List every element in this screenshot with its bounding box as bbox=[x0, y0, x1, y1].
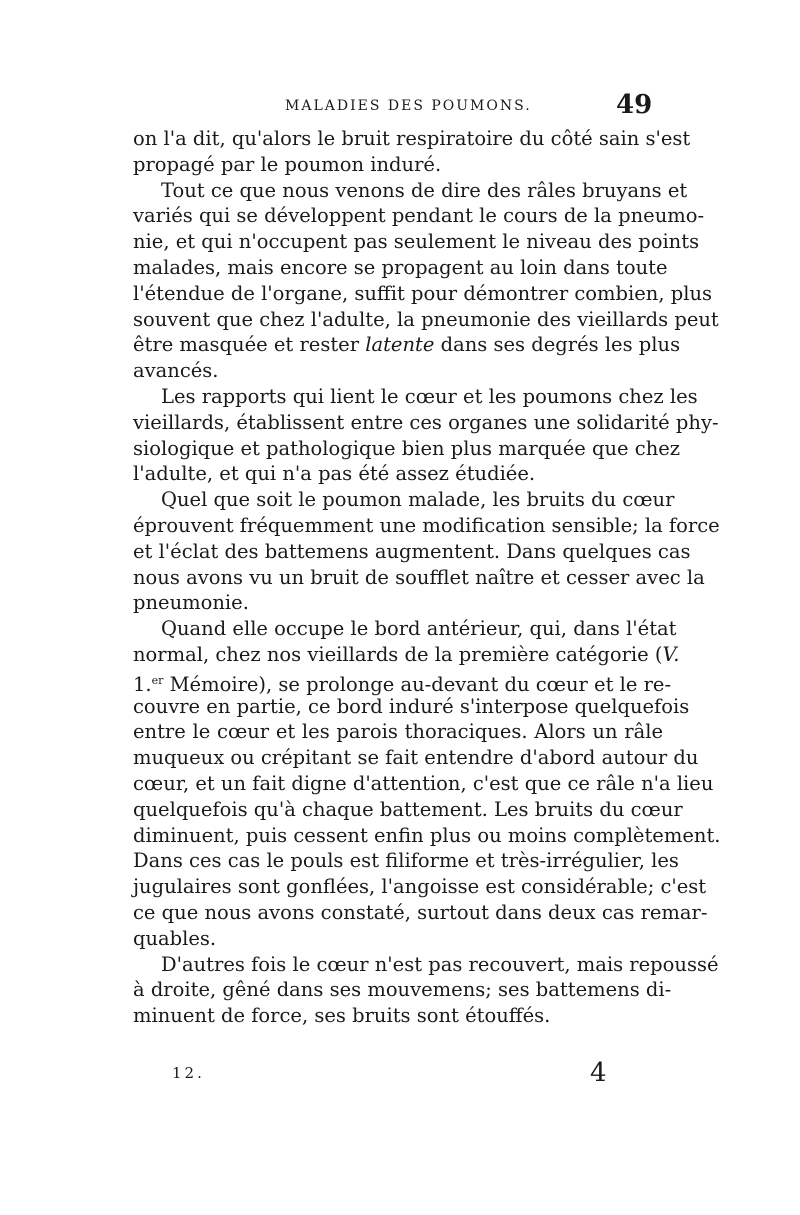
text-line: Tout ce que nous venons de dire des râles bruyans et bbox=[161, 178, 688, 202]
text-line: Quel que soit le poumon malade, les bruits du cœur bbox=[161, 488, 675, 512]
text-line: éprouvent fréquemment une modification sensible; la force bbox=[133, 513, 720, 537]
text-run: être masquée et rester bbox=[133, 333, 366, 357]
text-line-with-italic bbox=[133, 642, 680, 668]
text-run: dans ses degrés les plus bbox=[434, 333, 681, 357]
text-line: et l'éclat des battemens augmentent. Dans quelques cas bbox=[133, 539, 691, 563]
text-run: normal, chez nos vieillards de la première catégorie ( bbox=[133, 642, 663, 666]
superscript: er bbox=[151, 673, 164, 687]
text-line: entre le cœur et les parois thoraciques. Alors un râle bbox=[133, 720, 663, 744]
text-line: couvre en partie, ce bord induré s'interpose quelquefois bbox=[133, 694, 690, 718]
text-line: à droite, gêné dans ses mouvemens; ses battemens di- bbox=[133, 978, 672, 1002]
text-line: pneumonie. bbox=[133, 591, 249, 615]
text-line: nous avons vu un bruit de soufflet naître et cesser avec la bbox=[133, 565, 705, 589]
text-line: quables. bbox=[133, 926, 217, 950]
text-line: Quand elle occupe le bord antérieur, qui, dans l'état bbox=[161, 617, 677, 641]
gathering-mark: 4 bbox=[590, 1058, 607, 1088]
text-line-with-italic bbox=[133, 332, 681, 358]
text-line: jugulaires sont gonflées, l'angoisse est considérable; c'est bbox=[133, 875, 707, 899]
italic-term: latente bbox=[365, 333, 435, 357]
signature-mark: 12. bbox=[172, 1064, 205, 1082]
paragraph-1 bbox=[133, 126, 691, 178]
text-run: 1. bbox=[133, 672, 152, 696]
text-line: l'adulte, et qui n'a pas été assez étudiée. bbox=[133, 462, 536, 486]
paragraph-3 bbox=[133, 384, 719, 487]
text-line: avancés. bbox=[133, 359, 219, 383]
text-line: diminuent, puis cessent enfin plus ou moins complètement. bbox=[133, 823, 721, 847]
text-line: Les rapports qui lient le cœur et les poumons chez les bbox=[161, 384, 698, 408]
italic-reference: V. bbox=[662, 642, 680, 666]
text-line: Dans ces cas le pouls est filiforme et très-irrégulier, les bbox=[133, 849, 679, 873]
text-line: variés qui se développent pendant le cours de la pneumo- bbox=[133, 204, 705, 228]
text-line: cœur, et un fait digne d'attention, c'est que ce râle n'a lieu bbox=[133, 771, 714, 795]
paragraph-6 bbox=[133, 952, 719, 1029]
text-line: muqueux ou crépitant se fait entendre d'abord autour du bbox=[133, 746, 699, 770]
text-line: vieillards, établissent entre ces organes une solidarité phy- bbox=[133, 410, 719, 434]
text-line-with-superscript bbox=[133, 668, 672, 696]
text-line: quelquefois qu'à chaque battement. Les bruits du cœur bbox=[133, 797, 683, 821]
text-run: Mémoire), se prolonge au-devant du cœur et le re- bbox=[163, 672, 672, 696]
text-line: souvent que chez l'adulte, la pneumonie des vieillards peut bbox=[133, 307, 719, 331]
text-line: minuent de force, ses bruits sont étouffés. bbox=[133, 1004, 551, 1028]
text-line: on l'a dit, qu'alors le bruit respiratoire du côté sain s'est bbox=[133, 127, 691, 150]
running-title: MALADIES DES POUMONS. bbox=[285, 98, 532, 114]
text-line: siologique et pathologique bien plus marquée que chez bbox=[133, 436, 681, 460]
paragraph-2 bbox=[133, 178, 719, 384]
text-line: ce que nous avons constaté, surtout dans deux cas remar- bbox=[133, 900, 708, 924]
text-line: propagé par le poumon induré. bbox=[133, 152, 442, 176]
body-text bbox=[133, 126, 721, 1029]
paragraph-5 bbox=[133, 616, 721, 951]
paragraph-4 bbox=[133, 487, 720, 616]
text-line: D'autres fois le cœur n'est pas recouvert, mais repoussé bbox=[161, 952, 719, 976]
text-line: l'étendue de l'organe, suffit pour démontrer combien, plus bbox=[133, 281, 713, 305]
text-line: malades, mais encore se propagent au loin dans toute bbox=[133, 255, 668, 279]
text-line: nie, et qui n'occupent pas seulement le niveau des points bbox=[133, 230, 700, 254]
page-number: 49 bbox=[616, 90, 653, 120]
